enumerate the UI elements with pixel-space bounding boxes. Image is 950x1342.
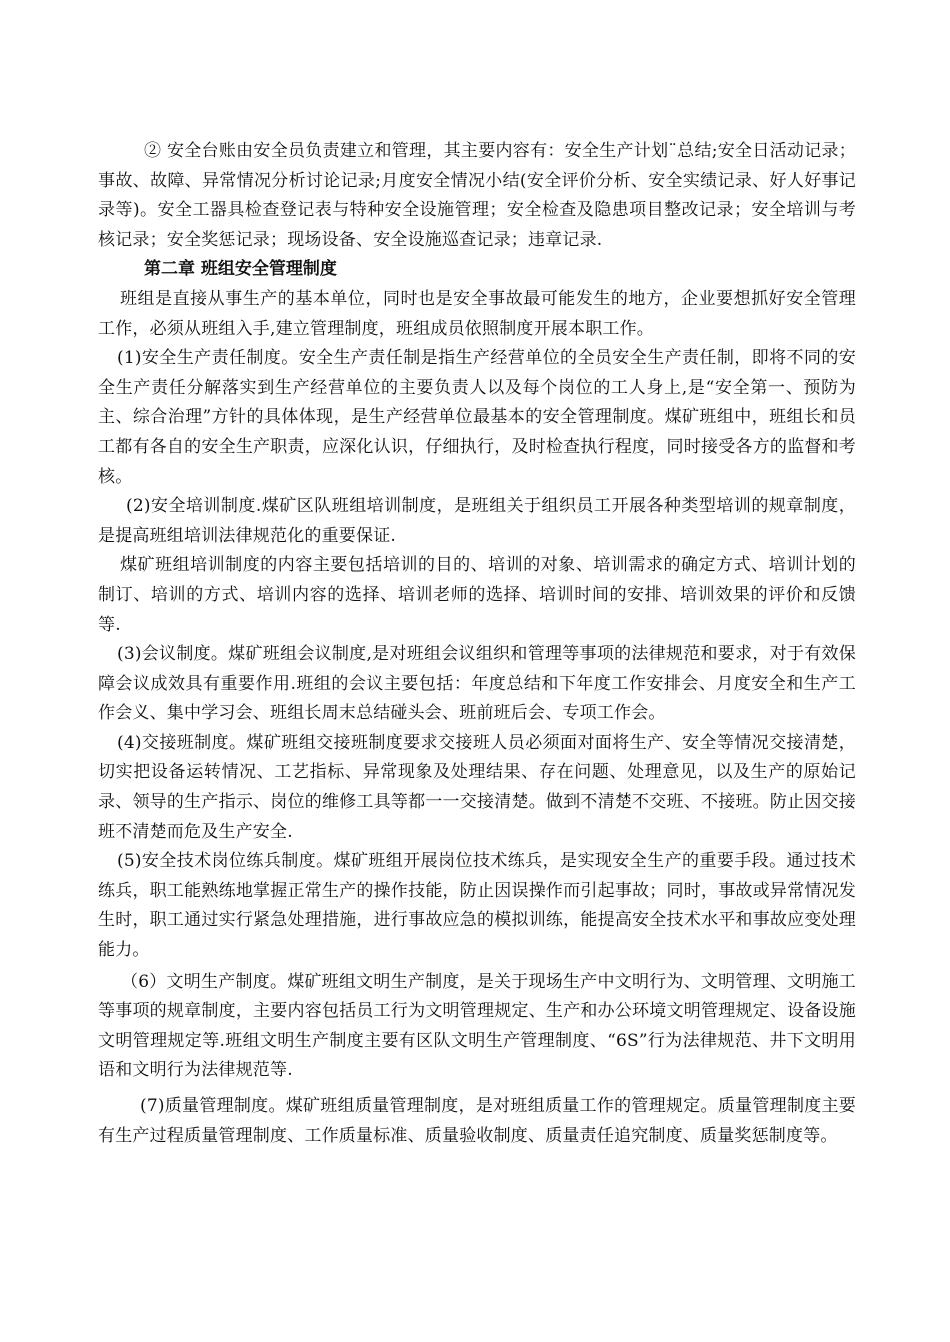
paragraph-meeting-system: (3)会议制度。煤矿班组会议制度,是对班组会议组织和管理等事项的法律规范和要求，对于有效保障会议成效具有重要作用.班组的会议主要包括：年度总结和下年度工作安排会、月度安全和生产工作会义、集中学习会、班组长周末总结碰头会、班前班后会、专项工作会。 (98, 644, 856, 724)
document-body (98, 137, 856, 1151)
chapter-heading: 第二章 班组安全管理制度 (144, 259, 337, 280)
paragraph-technical-training: (5)安全技术岗位练兵制度。煤矿班组开展岗位技术练兵，是实现安全生产的重要手段。通过技术练兵，职工能熟练地掌握正常生产的操作技能，防止因误操作而引起事故；同时，事故或异常情况发生时，职工通过实行紧急处理措施，进行事故应急的模拟训练，能提高安全技术水平和事故应变处理能力。 (98, 851, 856, 961)
paragraph-responsibility-system: (1)安全生产责任制度。安全生产责任制是指生产经营单位的全员安全生产责任制，即将不同的安全生产责任分解落实到生产经营单位的主要负责人以及每个岗位的工人身上,是“安全第一、预防为主、综合治理”方针的具体体现，是生产经营单位最基本的安全管理制度。煤矿班组中，班组长和员工都有各自的安全生产职责，应深化认识，仔细执行，及时检查执行程度，同时接受各方的监督和考核。 (98, 348, 856, 487)
paragraph-quality-management: (7)质量管理制度。煤矿班组质量管理制度，是对班组质量工作的管理规定。质量管理制度主要有生产过程质量管理制度、工作质量标准、质量验收制度、质量责任追究制度、质量奖惩制度等。 (98, 1096, 856, 1146)
paragraph-training-system: (2)安全培训制度.煤矿区队班组培训制度，是班组关于组织员工开展各种类型培训的规章制度，是提高班组培训法律规范化的重要保证. (98, 496, 856, 546)
paragraph-safety-ledger: ② 安全台账由安全员负责建立和管理，其主要内容有：安全生产计划¨总结;安全日活动记录；事故、故障、异常情况分析讨论记录;月度安全情况小结(安全评价分析、安全实绩记录、好人好事记录等)。安全工器具检查登记表与特种安全设施管理；安全检查及隐患项目整改记录；安全培训与考核记录；安全奖惩记录；现场设备、安全设施巡查记录；违章记录. (98, 141, 856, 250)
paragraph-shift-handover: (4)交接班制度。煤矿班组交接班制度要求交接班人员必须面对面将生产、安全等情况交接清楚，切实把设备运转情况、工艺指标、异常现象及处理结果、存在问题、处理意见，以及生产的原始记录、领导的生产指示、岗位的维修工具等都一一交接清楚。做到不清楚不交班、不接班。防止因交接班不清楚而危及生产安全. (98, 732, 856, 842)
paragraph-civilized-production: （6）文明生产制度。煤矿班组文明生产制度，是关于现场生产中文明行为、文明管理、文明施工等事项的规章制度，主要内容包括员工行为文明管理规定、生产和办公环境文明管理规定、设备设施文明管理规定等.班组文明生产制度主要有区队文明生产管理制度、“6S”行为法律规范、井下文明用语和文明行为法律规范等. (98, 971, 856, 1081)
paragraph-team-intro: 班组是直接从事生产的基本单位，同时也是安全事故最可能发生的地方，企业要想抓好安全管理工作，必须从班组入手,建立管理制度，班组成员依照制度开展本职工作。 (98, 288, 856, 339)
paragraph-training-content: 煤矿班组培训制度的内容主要包括培训的目的、培训的对象、培训需求的确定方式、培训计划的制订、培训的方式、培训内容的选择、培训老师的选择、培训时间的安排、培训效果的评价和反馈等. (98, 555, 856, 635)
